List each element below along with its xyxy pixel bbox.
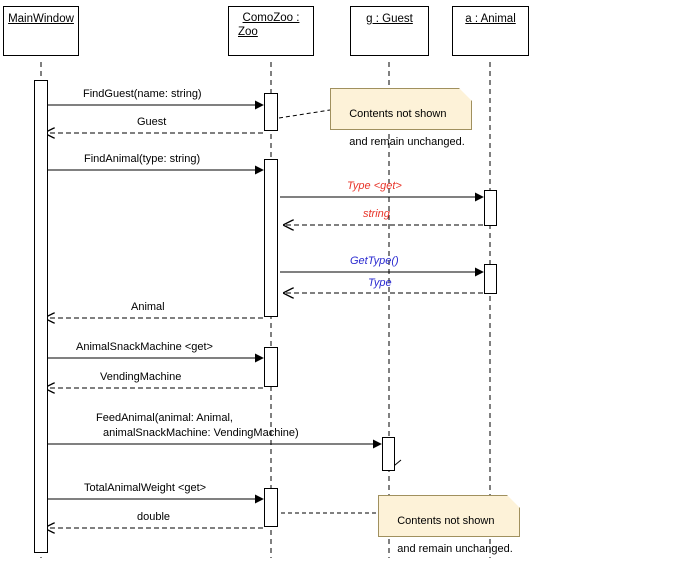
note-line-2: and remain unchanged.	[349, 136, 465, 148]
note-line-1: Contents not shown	[349, 108, 447, 120]
activation-bar-comozoo-findanimal	[264, 159, 278, 317]
lifeline-label-line2: Zoo	[238, 26, 258, 38]
message-label-findanimal: FindAnimal(type: string)	[84, 153, 201, 165]
message-label-totalanimalweight: TotalAnimalWeight <get>	[84, 482, 207, 494]
lifeline-header-animal[interactable]	[452, 6, 529, 56]
activation-bar-animal-type	[484, 190, 497, 226]
activation-bar-animal-gettype	[484, 264, 497, 294]
message-label-double-return: double	[137, 511, 171, 523]
note-line-2: and remain unchanged.	[397, 543, 513, 555]
note-comozoo-findguest	[330, 88, 472, 148]
activation-bar-guest-feedanimal	[382, 437, 395, 471]
activation-bar-comozoo-snackmachine	[264, 347, 278, 387]
message-label-guest-return: Guest	[137, 116, 167, 128]
activation-bar-mainwindow	[34, 80, 48, 553]
message-label-findguest: FindGuest(name: string)	[83, 88, 202, 100]
message-label-feedanimal-line1: FeedAnimal(animal: Animal,	[96, 412, 233, 424]
lifeline-label: ComoZoo :	[242, 12, 300, 24]
lifeline-header-guest[interactable]	[350, 6, 429, 56]
lifeline-header-comozoo[interactable]	[228, 6, 314, 56]
lifeline-label: g : Guest	[366, 13, 413, 25]
note-fold-icon	[459, 88, 472, 101]
lifeline-label: MainWindow	[8, 13, 74, 25]
message-label-animal-return: Animal	[131, 301, 165, 313]
message-label-type-get: Type <get>	[347, 180, 402, 192]
lifeline-label: a : Animal	[465, 13, 516, 25]
activation-bar-comozoo-findguest	[264, 93, 278, 131]
lifeline-header-mainwindow[interactable]	[3, 6, 79, 56]
message-label-vendingmachine-return: VendingMachine	[100, 371, 182, 383]
message-label-feedanimal-line2: animalSnackMachine: VendingMachine)	[103, 427, 299, 439]
message-label-gettype: GetType()	[350, 255, 399, 267]
activation-bar-comozoo-totalweight	[264, 488, 278, 527]
note-line-1: Contents not shown	[397, 515, 495, 527]
note-fold-icon	[507, 495, 520, 508]
note-comozoo-totalweight	[378, 495, 520, 555]
message-label-type-return: Type	[368, 277, 392, 289]
message-label-string-return: string	[363, 208, 390, 220]
message-label-animalsnackmachine: AnimalSnackMachine <get>	[76, 341, 213, 353]
